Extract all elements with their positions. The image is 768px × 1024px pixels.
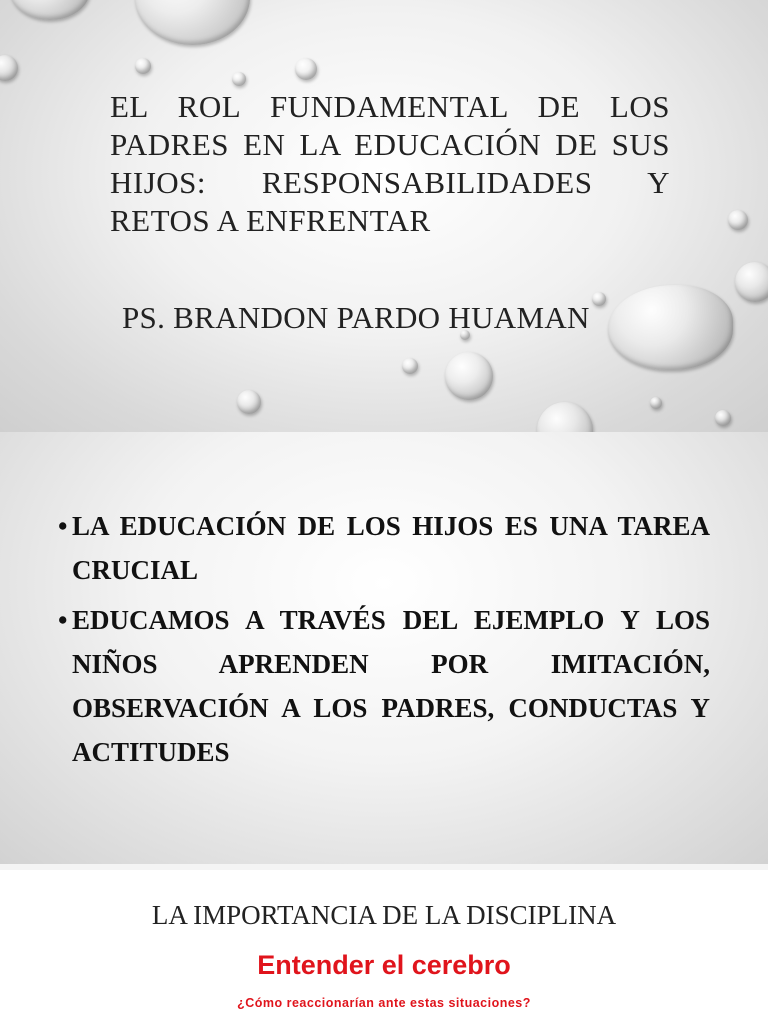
list-item — [58, 504, 710, 592]
bullet-text: EDUCAMOS A TRAVÉS DEL EJEMPLO Y LOS NIÑOS APRENDEN POR IMITACIÓN, OBSERVACIÓN A LOS PADRES, CONDUCTAS Y ACTITUDES — [72, 605, 710, 767]
bullet-list — [58, 504, 710, 780]
bullet-mark: • — [58, 605, 68, 635]
water-drop-decoration — [445, 352, 493, 400]
water-drop-decoration — [608, 285, 733, 370]
water-drop-decoration — [402, 358, 418, 374]
presentation-title: EL ROL FUNDAMENTAL DE LOS PADRES EN LA EDUCACIÓN DE SUS HIJOS: RESPONSABILIDADES Y RETOS A ENFRENTAR — [110, 89, 670, 238]
slide-title — [0, 0, 768, 432]
water-drop-decoration — [232, 72, 246, 86]
water-drop-decoration — [650, 397, 662, 409]
water-drop-decoration — [10, 0, 90, 20]
water-drop-decoration — [537, 402, 593, 432]
water-drop-decoration — [715, 410, 731, 426]
bullet-mark: • — [58, 511, 68, 541]
water-drop-decoration — [728, 210, 748, 230]
author-name: PS. BRANDON PARDO HUAMAN — [122, 300, 590, 335]
water-drop-decoration — [135, 58, 151, 74]
slide-discipline — [0, 864, 768, 1024]
bullet-text: LA EDUCACIÓN DE LOS HIJOS ES UNA TAREA CRUCIAL — [72, 511, 710, 585]
slide-title-discipline: LA IMPORTANCIA DE LA DISCIPLINA — [151, 900, 617, 930]
water-drop-decoration — [237, 390, 261, 414]
water-drop-decoration — [135, 0, 250, 45]
water-drop-decoration — [0, 55, 18, 81]
water-drop-decoration — [295, 58, 317, 80]
water-drop-decoration — [735, 262, 768, 302]
water-drop-decoration — [592, 292, 606, 306]
slide-question: ¿Cómo reaccionarían ante estas situaciones? — [237, 996, 531, 1010]
slide-subtitle: Entender el cerebro — [257, 950, 511, 980]
list-item — [58, 598, 710, 774]
slide-education — [0, 432, 768, 864]
